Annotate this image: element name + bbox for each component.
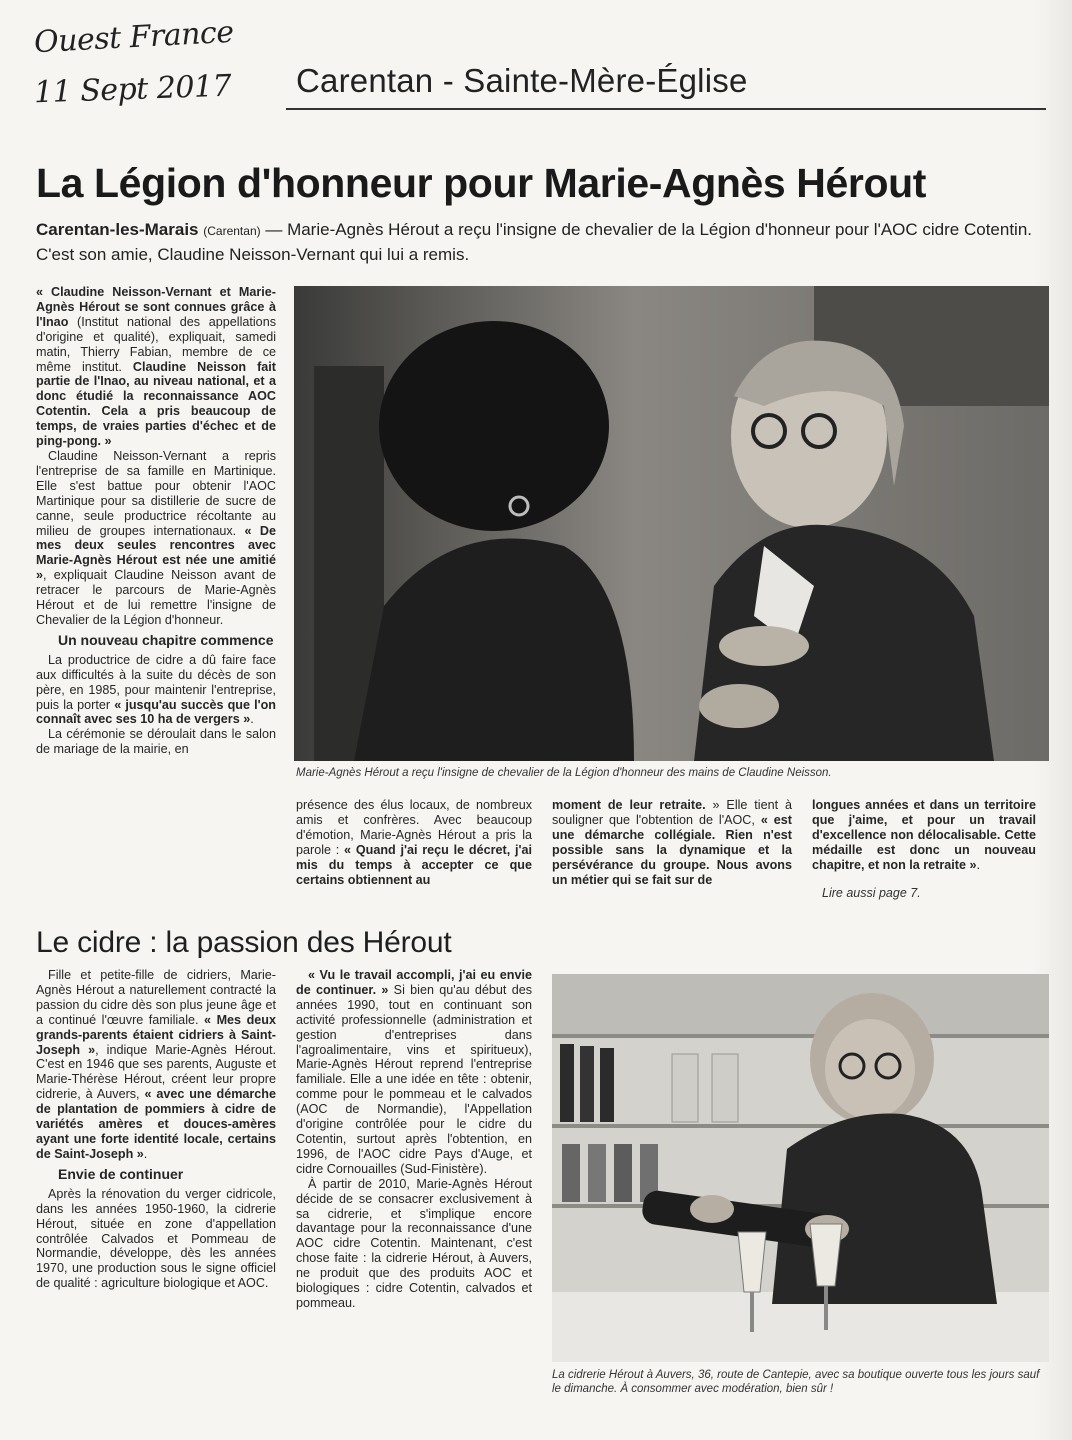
handwritten-source: Ouest France	[33, 14, 235, 61]
paragraph: présence des élus locaux, de nombreux amis et confrères. Avec beaucoup d'émotion, Marie-Agnès Hérout a pris la parole : « Quand j'ai reçu le décret, j'ai mis du temps à accepter ce que certains obtiennent au	[296, 798, 532, 887]
article-lead	[36, 218, 1036, 267]
article2-column-2	[296, 968, 532, 1311]
second-article-headline: Le cidre : la passion des Hérout	[36, 926, 452, 959]
see-also-note: Lire aussi page 7.	[822, 886, 921, 900]
article1-column-3	[552, 798, 792, 887]
paragraph: Claudine Neisson-Vernant a repris l'entreprise de sa famille en Martinique. Elle s'est battue pour obtenir l'AOC Martinique pour sa distillerie de sucre de canne, seule productrice récoltante au milieu de groupes internationaux. « De mes deux seules rencontres avec Marie-Agnès Hérout est née une amitié », expliquait Claudine Neisson avant de retracer le parcours de Marie-Agnès Hérout et de lui remettre l'insigne de Chevalier de la Légion d'honneur.	[36, 448, 276, 627]
ceremony-photo-caption: Marie-Agnès Hérout a reçu l'insigne de chevalier de la Légion d'honneur des mains de Claudine Neisson.	[296, 767, 832, 779]
article-headline: La Légion d'honneur pour Marie-Agnès Hérout	[36, 160, 927, 206]
handwritten-date: 11 Sept 2017	[33, 68, 232, 111]
paragraph: Après la rénovation du verger cidricole, dans les années 1950-1960, la cidrerie Hérout, située en zone d'appellation contrôlée Calvados et Pommeau de Normandie, développe, dès les années 1970, une production sous le signe officiel de qualité : agriculture biologique et AOC.	[36, 1186, 276, 1291]
paragraph: Fille et petite-fille de cidriers, Marie-Agnès Hérout a naturellement contracté la passion du cidre dès son plus jeune âge et a continué l'œuvre familiale. « Mes deux grands-parents étaient cidriers à Saint-Joseph », indique Marie-Agnès Hérout. C'est en 1946 que ses parents, Auguste et Marie-Thérèse Hérout, créent leur propre cidrerie, à Auvers, « avec une démarche de plantation de pommiers à cidre de variétés amères et douces-amères ayant une forte identité locale, certains de Saint-Joseph ».	[36, 968, 276, 1161]
lead-location: Carentan-les-Marais	[36, 220, 199, 239]
lead-text: — Marie-Agnès Hérout a reçu l'insigne de chevalier de la Légion d'honneur pour l'AOC cidre Cotentin. C'est son amie, Claudine Neisson-Vernant qui lui a remis.	[36, 220, 1033, 264]
section-rule	[286, 108, 1046, 110]
ceremony-photo-image	[294, 286, 1049, 761]
paragraph: moment de leur retraite. » Elle tient à souligner que l'obtention de l'AOC, « est une démarche collégiale. Rien n'est possible sans la dynamique et la persévérance du groupe. Nous avons un métier qui se fait sur de	[552, 798, 792, 887]
paragraph: « Vu le travail accompli, j'ai eu envie de continuer. » Si bien qu'au début des années 1990, tout en continuant son activité professionnelle (administration et gestion d'entreprises dans l'agroalimentaire, vins et spiritueux), Marie-Agnès Hérout reprend l'entreprise familiale. Elle a une idée en tête : obtenir, comme pour le pommeau et le calvados (AOC de Normandie), l'Appellation d'origine contrôlée pour le cidre du Cotentin, surtout après l'obtention, en 1996, de l'AOC cidre Pays d'Auge, et cidre Cornouailles (Sud-Finistère).	[296, 968, 532, 1176]
article1-column-1	[36, 285, 276, 757]
paragraph: « Claudine Neisson-Vernant et Marie-Agnès Hérout se sont connues grâce à l'Inao (Institut national des appellations d'origine et qualité), expliquait, samedi matin, Thierry Fabian, membre de ce même institut. Claudine Neisson fait partie de l'Inao, au niveau national, et a donc étudié la reconnaissance AOC Cotentin. Cela a pris beaucoup de temps, de vraies parties d'échec et de ping-pong. »	[36, 285, 276, 449]
ceremony-photo	[294, 286, 1049, 761]
subheading: Envie de continuer	[58, 1165, 184, 1182]
article1-column-4	[812, 798, 1036, 873]
lead-sublocation: (Carentan)	[203, 224, 261, 238]
cidrerie-photo-caption: La cidrerie Hérout à Auvers, 36, route de Cantepie, avec sa boutique ouverte tous les jours sauf le dimanche. À consommer avec modération, bien sûr !	[552, 1369, 1040, 1395]
paragraph: La cérémonie se déroulait dans le salon de mariage de la mairie, en	[36, 727, 276, 757]
article1-column-2	[296, 798, 532, 887]
cidrerie-photo-image	[552, 974, 1049, 1362]
paragraph: longues années et dans un territoire que j'aime, et pour un travail d'excellence non délocalisable. Cette médaille est donc un nouveau chapitre, et non la retraite ».	[812, 798, 1036, 872]
paragraph: La productrice de cidre a dû faire face aux difficultés à la suite du décès de son père, en 1985, pour maintenir l'entreprise, puis la porter « jusqu'au succès que l'on connaît avec ses 10 ha de vergers ».	[36, 652, 276, 727]
subheading: Un nouveau chapitre commence	[58, 631, 274, 648]
cidrerie-photo	[552, 974, 1049, 1362]
paragraph: À partir de 2010, Marie-Agnès Hérout décide de se consacrer exclusivement à sa cidrerie, et s'implique encore davantage pour la reconnaissance d'une AOC cidre Cotentin. Maintenant, c'est chose faite : la cidrerie Hérout, à Auvers, ne produit que des produits AOC et biologiques : cidre Cotentin, calvados et pommeau.	[296, 1176, 532, 1310]
article2-column-1	[36, 968, 276, 1291]
section-title: Carentan - Sainte-Mère-Église	[296, 62, 748, 99]
